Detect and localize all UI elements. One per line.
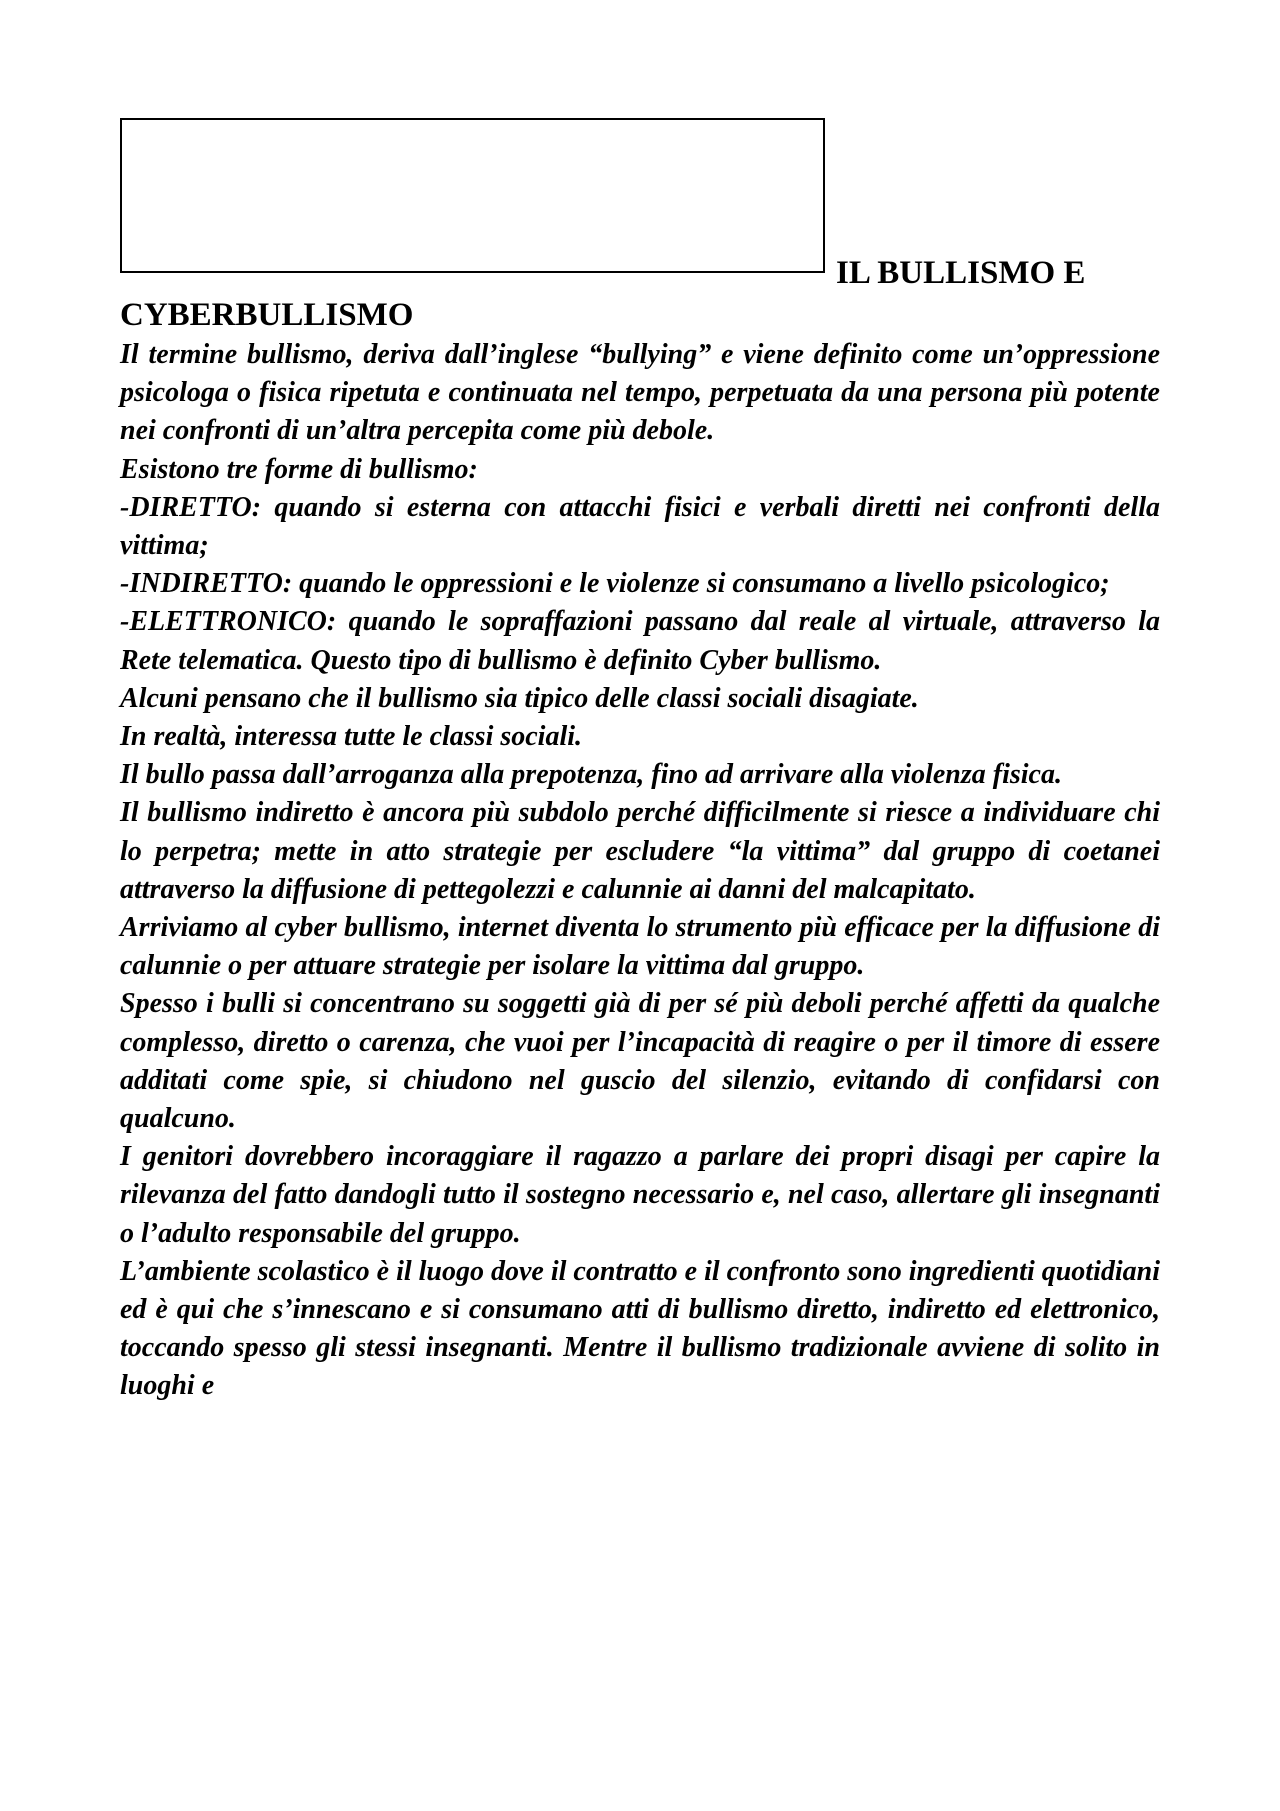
title-part-1: IL BULLISMO E xyxy=(836,255,1086,291)
paragraph: Spesso i bulli si concentrano su soggetti già di per sé più deboli perché affetti da qualche complesso, diretto o carenza, che vuoi per l’incapacità di reagire o per il timore di essere additati come spie, si chiudono nel guscio del silenzio, evitando di confidarsi con qualcuno. xyxy=(120,988,1160,1135)
title-part-2: CYBERBULLISMO xyxy=(120,297,414,333)
paragraph: Il bullismo indiretto è ancora più subdolo perché difficilmente si riesce a individuare chi lo perpetra; mette in atto strategie per escludere “la vittima” dal gruppo di coetanei attraverso la diffusione di pettegolezzi e calunnie ai danni del malcapitato. xyxy=(120,797,1160,905)
body-text xyxy=(120,336,1160,1406)
paragraph: I genitori dovrebbero incoraggiare il ragazzo a parlare dei propri disagi per capire la rilevanza del fatto dandogli tutto il sostegno necessario e, nel caso, allertare gli insegnanti o l’adulto responsabile del gruppo. xyxy=(120,1141,1160,1249)
paragraph: -ELETTRONICO: quando le sopraffazioni passano dal reale al virtuale, attraverso la Rete telematica. Questo tipo di bullismo è definito Cyber bullismo. xyxy=(120,606,1160,676)
document-page xyxy=(120,118,1160,1406)
image-placeholder xyxy=(120,118,825,273)
paragraph: -DIRETTO: quando si esterna con attacchi fisici e verbali diretti nei confronti della vittima; xyxy=(120,491,1160,562)
title-row xyxy=(120,118,1160,333)
paragraph: -INDIRETTO: quando le oppressioni e le violenze si consumano a livello psicologico; xyxy=(120,568,1110,600)
paragraph: Alcuni pensano che il bullismo sia tipico delle classi sociali disagiate. xyxy=(120,682,919,714)
paragraph: Arriviamo al cyber bullismo, internet diventa lo strumento più efficace per la diffusione di calunnie o per attuare strategie per isolare la vittima dal gruppo. xyxy=(120,912,1160,982)
paragraph: Il termine bullismo, deriva dall’inglese “bullying” e viene definito come un’oppressione psicologa o fisica ripetuta e continuata nel tempo, perpetuata da una persona più potente nei confronti di un’altra percepita come più debole. xyxy=(120,339,1160,447)
paragraph: Il bullo passa dall’arroganza alla prepotenza, fino ad arrivare alla violenza fisica. xyxy=(120,759,1062,791)
paragraph: Esistono tre forme di bullismo: xyxy=(120,453,478,485)
paragraph: L’ambiente scolastico è il luogo dove il contratto e il confronto sono ingredienti quotidiani ed è qui che s’innescano e si consumano atti di bullismo diretto, indiretto ed elettronico, toccando spesso gli stessi insegnanti. Mentre il bullismo tradizionale avviene di solito in luoghi e xyxy=(120,1255,1160,1402)
paragraph: In realtà, interessa tutte le classi sociali. xyxy=(120,721,583,753)
